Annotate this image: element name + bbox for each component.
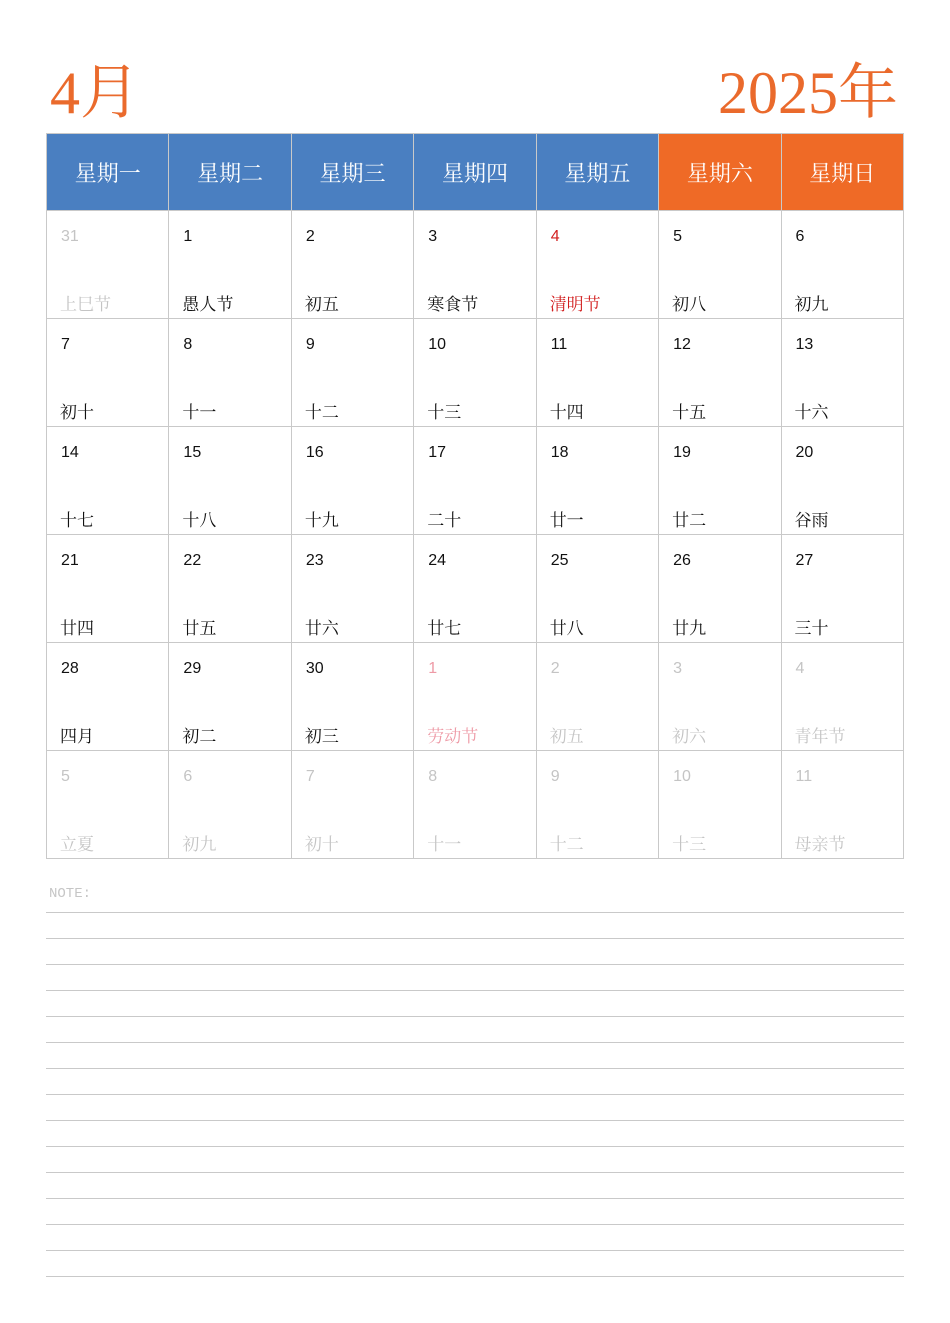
weekday-header: 星期一 (47, 134, 169, 211)
lunar-label: 十九 (304, 511, 339, 531)
lunar-label: 廿五 (182, 619, 217, 639)
day-number: 10 (428, 336, 447, 353)
lunar-label: 初九 (182, 835, 217, 855)
week-row (47, 319, 904, 427)
lunar-label: 十四 (549, 403, 584, 423)
lunar-label: 清明节 (549, 295, 601, 315)
day-cell[interactable] (169, 319, 291, 427)
day-number: 4 (795, 660, 805, 677)
note-line (46, 1042, 904, 1043)
day-cell[interactable] (414, 535, 536, 643)
day-cell[interactable] (47, 319, 169, 427)
day-number: 1 (428, 660, 438, 677)
note-line (46, 1224, 904, 1225)
day-number: 6 (183, 768, 193, 785)
day-number: 11 (550, 336, 568, 353)
day-number: 9 (305, 336, 315, 353)
day-number: 26 (673, 552, 691, 569)
lunar-label: 十六 (794, 403, 829, 423)
day-cell[interactable] (169, 211, 291, 319)
note-line (46, 1172, 904, 1173)
day-number: 22 (183, 552, 202, 569)
lunar-label: 谷雨 (794, 511, 829, 531)
day-cell[interactable] (47, 427, 169, 535)
day-number: 3 (428, 228, 438, 245)
day-cell[interactable] (169, 535, 291, 643)
day-cell[interactable] (414, 319, 536, 427)
note-line (46, 1068, 904, 1069)
day-number: 21 (61, 552, 79, 569)
lunar-label: 廿四 (60, 619, 94, 639)
calendar-grid (46, 133, 904, 859)
day-cell[interactable] (781, 643, 903, 751)
lunar-label: 劳动节 (427, 727, 479, 747)
day-number: 7 (305, 768, 315, 785)
lunar-label: 十二 (549, 835, 584, 855)
day-cell[interactable] (536, 643, 658, 751)
lunar-label: 十八 (182, 511, 217, 531)
lunar-label: 廿八 (549, 619, 584, 639)
day-cell[interactable] (47, 751, 169, 859)
day-number: 7 (61, 336, 70, 353)
day-number: 8 (183, 336, 193, 353)
day-cell[interactable] (291, 535, 413, 643)
week-row (47, 751, 904, 859)
lunar-label: 初十 (60, 403, 94, 423)
day-cell[interactable] (414, 211, 536, 319)
lunar-label: 初五 (304, 295, 339, 315)
day-cell[interactable] (291, 427, 413, 535)
week-row (47, 643, 904, 751)
lunar-label: 初五 (549, 727, 584, 747)
lunar-label: 愚人节 (182, 295, 234, 315)
lunar-label: 十二 (304, 403, 339, 423)
day-cell[interactable] (659, 427, 781, 535)
note-line (46, 1016, 904, 1017)
calendar-body (47, 211, 904, 859)
note-line (46, 1250, 904, 1251)
day-cell[interactable] (414, 427, 536, 535)
day-cell[interactable] (781, 751, 903, 859)
weekend-header: 星期六 (659, 134, 781, 211)
day-number: 1 (183, 228, 193, 245)
day-number: 3 (673, 660, 683, 677)
day-cell[interactable] (47, 643, 169, 751)
lunar-label: 四月 (60, 727, 94, 747)
day-cell[interactable] (291, 319, 413, 427)
lunar-label: 十三 (672, 835, 707, 855)
weekday-header: 星期三 (291, 134, 413, 211)
day-number: 12 (673, 336, 691, 353)
day-number: 4 (550, 228, 560, 245)
week-row (47, 427, 904, 535)
day-number: 15 (183, 444, 202, 461)
day-number: 27 (795, 552, 814, 569)
day-cell[interactable] (291, 211, 413, 319)
day-number: 28 (61, 660, 79, 677)
day-number: 25 (550, 552, 569, 569)
lunar-label: 初九 (794, 295, 829, 315)
day-number: 19 (673, 444, 691, 461)
day-cell[interactable] (536, 319, 658, 427)
day-number: 13 (795, 336, 814, 353)
day-cell[interactable] (781, 535, 903, 643)
note-line (46, 1198, 904, 1199)
note-line (46, 1120, 904, 1121)
lunar-label: 廿二 (672, 511, 707, 531)
weekday-header: 星期二 (169, 134, 291, 211)
weekday-header-row (47, 134, 904, 211)
lunar-label: 十一 (427, 835, 462, 855)
lunar-label: 初六 (672, 727, 707, 747)
day-number: 30 (305, 660, 324, 677)
month-title: 4月 (50, 60, 140, 126)
lunar-label: 三十 (794, 619, 829, 639)
lunar-label: 初三 (304, 727, 339, 747)
lunar-label: 上巳节 (60, 295, 111, 315)
day-number: 31 (61, 228, 79, 245)
lunar-label: 二十 (427, 511, 462, 531)
lunar-label: 母亲节 (794, 835, 846, 855)
lunar-label: 廿九 (672, 619, 707, 639)
day-cell[interactable] (659, 211, 781, 319)
day-cell[interactable] (659, 751, 781, 859)
notes-label: NOTE: (49, 886, 92, 902)
day-number: 20 (795, 444, 814, 461)
day-number: 2 (550, 660, 560, 677)
day-cell[interactable] (536, 427, 658, 535)
day-cell[interactable] (414, 751, 536, 859)
lunar-label: 十七 (60, 511, 94, 531)
week-row (47, 211, 904, 319)
day-number: 18 (550, 444, 569, 461)
lunar-label: 十一 (182, 403, 217, 423)
day-cell[interactable] (47, 535, 169, 643)
day-cell[interactable] (659, 535, 781, 643)
day-cell[interactable] (47, 211, 169, 319)
day-cell[interactable] (414, 643, 536, 751)
lunar-label: 十三 (427, 403, 462, 423)
day-number: 16 (305, 444, 324, 461)
day-number: 2 (305, 228, 315, 245)
lunar-label: 十五 (672, 403, 707, 423)
day-number: 17 (428, 444, 447, 461)
day-number: 6 (795, 228, 805, 245)
note-line (46, 1094, 904, 1095)
day-number: 24 (428, 552, 447, 569)
day-number: 14 (61, 444, 79, 461)
day-number: 5 (61, 768, 70, 785)
lunar-label: 初十 (304, 835, 339, 855)
day-cell[interactable] (291, 643, 413, 751)
year-title: 2025年 (718, 60, 898, 126)
note-line (46, 938, 904, 939)
lunar-label: 初二 (182, 727, 217, 747)
lunar-label: 廿六 (304, 619, 339, 639)
day-number: 29 (183, 660, 202, 677)
note-line (46, 964, 904, 965)
lunar-label: 廿七 (427, 619, 462, 639)
day-cell[interactable] (781, 211, 903, 319)
lunar-label: 廿一 (549, 511, 584, 531)
day-cell[interactable] (536, 751, 658, 859)
day-cell[interactable] (169, 427, 291, 535)
lunar-label: 立夏 (60, 835, 94, 855)
day-number: 10 (673, 768, 691, 785)
day-cell[interactable] (169, 643, 291, 751)
day-number: 9 (550, 768, 560, 785)
lunar-label: 寒食节 (427, 295, 479, 315)
day-number: 5 (673, 228, 683, 245)
lunar-label: 初八 (672, 295, 707, 315)
day-number: 23 (305, 552, 324, 569)
weekday-header: 星期四 (414, 134, 536, 211)
note-line (46, 1146, 904, 1147)
day-cell[interactable] (291, 751, 413, 859)
note-line (46, 912, 904, 913)
day-cell[interactable] (781, 427, 903, 535)
lunar-label: 青年节 (794, 727, 846, 747)
weekday-header: 星期五 (536, 134, 658, 211)
day-cell[interactable] (659, 319, 781, 427)
day-cell[interactable] (659, 643, 781, 751)
week-row (47, 535, 904, 643)
day-cell[interactable] (536, 535, 658, 643)
weekend-header: 星期日 (781, 134, 903, 211)
day-cell[interactable] (169, 751, 291, 859)
day-number: 8 (428, 768, 438, 785)
day-number: 11 (795, 768, 813, 785)
note-line (46, 990, 904, 991)
day-cell[interactable] (536, 211, 658, 319)
day-cell[interactable] (781, 319, 903, 427)
note-line (46, 1276, 904, 1277)
